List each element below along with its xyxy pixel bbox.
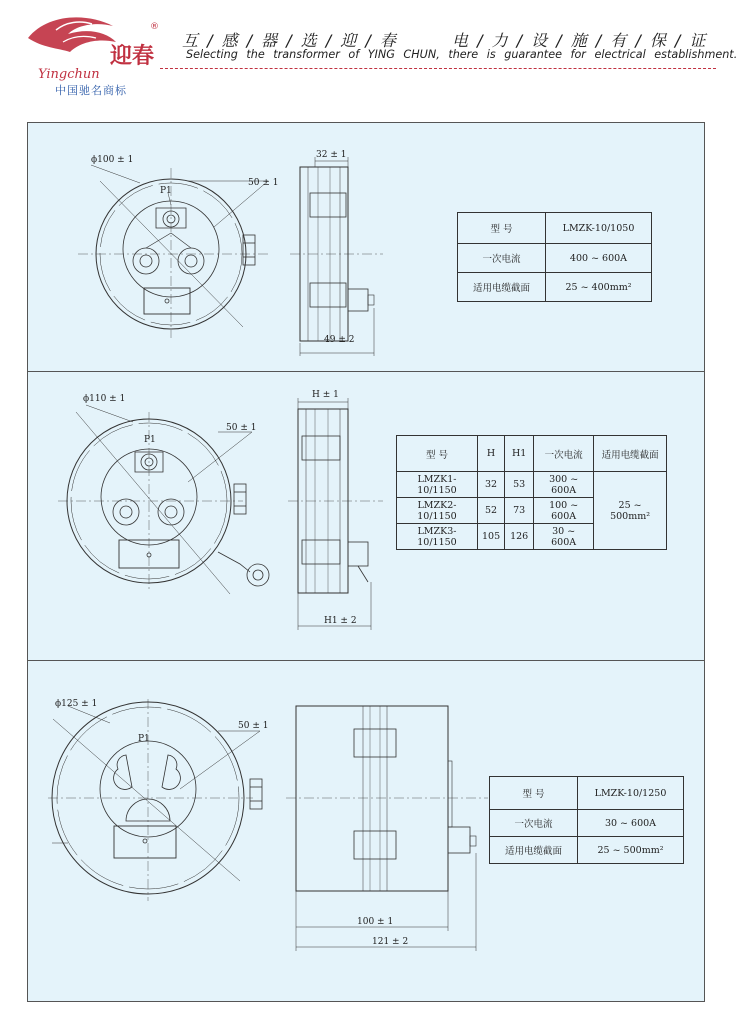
side-view-3 <box>286 706 488 951</box>
dim-width-top-2: H ± 1 <box>312 390 339 400</box>
label-p1-1: P1 <box>160 186 172 196</box>
spec2-cell: LMZK3-10/1150 <box>397 524 478 550</box>
spec2-cell: 53 <box>505 472 534 498</box>
spec-label-current: 一次电流 <box>490 810 578 837</box>
front-view-1 <box>78 165 268 338</box>
dim-diameter-3: ϕ125 ± 1 <box>55 699 98 709</box>
svg-text:Yingchun: Yingchun <box>38 67 100 82</box>
table-row <box>397 472 667 498</box>
dim-radius-3: 50 ± 1 <box>238 721 269 731</box>
spec-label-cable: 适用电缆截面 <box>490 837 578 864</box>
slogan-english: Selecting the transformer of YING CHUN, there is guarantee for electrical establishment. <box>186 48 738 61</box>
spec-value-current: 400 ~ 600A <box>546 244 652 273</box>
spec2-cell: 126 <box>505 524 534 550</box>
spec2-cell: 52 <box>478 498 505 524</box>
spec2-header-model: 型 号 <box>397 436 478 472</box>
drawing-panel <box>27 122 705 1002</box>
spec2-header-h1: H1 <box>505 436 534 472</box>
slogan-right: 电 / 力 / 设 / 施 / 有 / 保 / 证 <box>452 31 708 50</box>
page-header <box>0 0 740 110</box>
dim-width-outer-3: 121 ± 2 <box>372 937 409 947</box>
side-view-2 <box>288 398 383 630</box>
spec-label-model: 型 号 <box>458 213 546 244</box>
side-view-1 <box>290 157 383 356</box>
spec2-cell: LMZK2-10/1150 <box>397 498 478 524</box>
spec-value-model: LMZK-10/1050 <box>546 213 652 244</box>
spec2-cell: 32 <box>478 472 505 498</box>
spec2-header-cable: 适用电缆截面 <box>594 436 667 472</box>
spec2-header-current: 一次电流 <box>534 436 594 472</box>
front-view-3 <box>48 699 262 901</box>
brand-logo <box>18 8 168 93</box>
spec2-cell: LMZK1-10/1150 <box>397 472 478 498</box>
spec-table-1 <box>457 212 652 302</box>
spec-label-model: 型 号 <box>490 777 578 810</box>
spec2-cell: 73 <box>505 498 534 524</box>
spec-table-2 <box>396 435 667 550</box>
spec-label-cable: 适用电缆截面 <box>458 273 546 302</box>
dim-diameter-2: ϕ110 ± 1 <box>83 394 126 404</box>
label-p1-3: P1 <box>138 734 150 744</box>
spec2-header-h: H <box>478 436 505 472</box>
spec2-cell: 105 <box>478 524 505 550</box>
spec-label-current: 一次电流 <box>458 244 546 273</box>
section-lmzk-1150 <box>28 372 704 661</box>
spec-table-3 <box>489 776 684 864</box>
spec2-cell: 100 ~ 600A <box>534 498 594 524</box>
spec2-cell: 30 ~ 600A <box>534 524 594 550</box>
dim-width-inner-3: 100 ± 1 <box>357 917 394 927</box>
section-lmzk-1050 <box>28 123 704 372</box>
dim-width-top-1: 32 ± 1 <box>316 150 347 160</box>
registered-mark: ® <box>150 22 159 32</box>
dim-width-bottom-1: 49 ± 2 <box>324 335 355 345</box>
dim-diameter-1: ϕ100 ± 1 <box>91 155 134 165</box>
section-lmzk-1250 <box>28 661 704 1001</box>
dim-radius-1: 50 ± 1 <box>248 178 279 188</box>
spec-value-current: 30 ~ 600A <box>578 810 684 837</box>
spec2-cable-value: 25 ~ 500mm² <box>594 472 667 550</box>
brand-subtitle: 中国驰名商标 <box>55 84 127 97</box>
svg-text:迎春: 迎春 <box>110 43 155 69</box>
header-divider <box>160 68 716 69</box>
spec-value-cable: 25 ~ 500mm² <box>578 837 684 864</box>
spec-value-cable: 25 ~ 400mm² <box>546 273 652 302</box>
label-p1-2: P1 <box>144 435 156 445</box>
spec2-cell: 300 ~ 600A <box>534 472 594 498</box>
dim-radius-2: 50 ± 1 <box>226 423 257 433</box>
spec-value-model: LMZK-10/1250 <box>578 777 684 810</box>
front-view-2 <box>58 405 269 594</box>
slogan-left: 互 / 感 / 器 / 选 / 迎 / 春 <box>182 31 398 50</box>
dim-width-bottom-2: H1 ± 2 <box>324 616 357 626</box>
